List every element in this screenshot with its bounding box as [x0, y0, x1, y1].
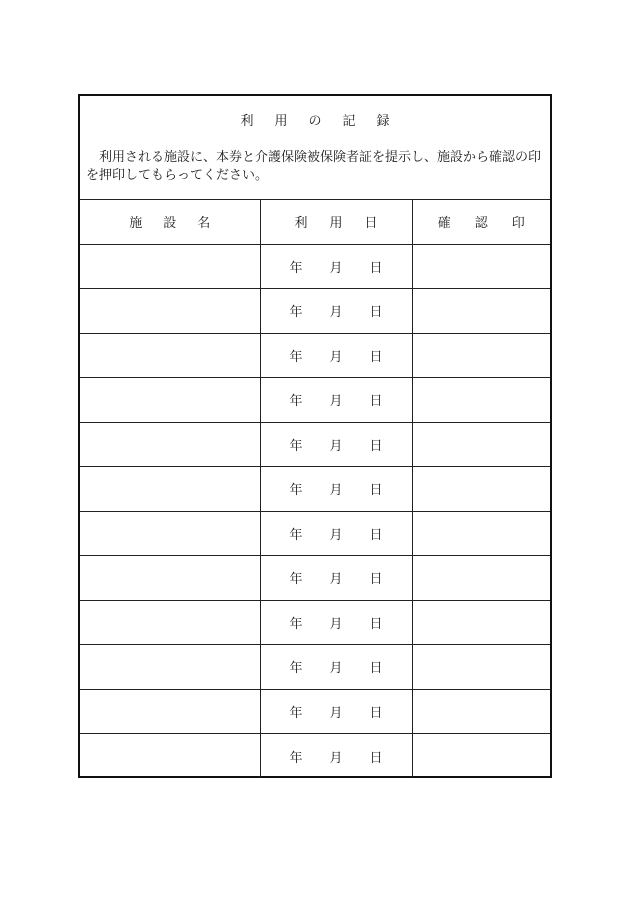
- column-header-date: 利用日: [260, 200, 412, 244]
- date-unit-year: 年: [289, 750, 303, 766]
- table-row: [80, 244, 550, 289]
- confirmation-seal-cell[interactable]: [412, 244, 550, 289]
- date-unit-month: 月: [329, 260, 343, 276]
- date-unit-month: 月: [329, 572, 343, 588]
- usage-date-cell[interactable]: [260, 289, 412, 334]
- date-unit-year: 年: [289, 483, 303, 499]
- date-unit-month: 月: [329, 661, 343, 677]
- date-unit-month: 月: [329, 616, 343, 632]
- table-row: [80, 422, 550, 467]
- table-row: [80, 467, 550, 512]
- table-row: [80, 289, 550, 334]
- usage-date-cell[interactable]: [260, 689, 412, 734]
- date-unit-month: 月: [329, 438, 343, 454]
- date-unit-day: 日: [369, 394, 383, 410]
- facility-name-cell[interactable]: [80, 689, 260, 734]
- usage-date-cell[interactable]: [260, 333, 412, 378]
- usage-date-cell[interactable]: [260, 734, 412, 779]
- facility-name-cell[interactable]: [80, 333, 260, 378]
- date-unit-day: 日: [369, 661, 383, 677]
- date-unit-day: 日: [369, 438, 383, 454]
- column-header-facility: 施設名: [80, 200, 260, 244]
- confirmation-seal-cell[interactable]: [412, 645, 550, 690]
- date-unit-day: 日: [369, 572, 383, 588]
- date-unit-day: 日: [369, 260, 383, 276]
- confirmation-seal-cell[interactable]: [412, 289, 550, 334]
- table-row: [80, 689, 550, 734]
- facility-name-cell[interactable]: [80, 378, 260, 423]
- confirmation-seal-cell[interactable]: [412, 467, 550, 512]
- facility-name-cell[interactable]: [80, 422, 260, 467]
- usage-date-cell[interactable]: [260, 600, 412, 645]
- table-row: [80, 734, 550, 779]
- date-unit-year: 年: [289, 705, 303, 721]
- confirmation-seal-cell[interactable]: [412, 600, 550, 645]
- date-unit-month: 月: [329, 394, 343, 410]
- date-unit-year: 年: [289, 661, 303, 677]
- usage-record-table: [80, 200, 550, 778]
- date-unit-month: 月: [329, 349, 343, 365]
- date-unit-day: 日: [369, 616, 383, 632]
- table-row: [80, 645, 550, 690]
- date-unit-year: 年: [289, 394, 303, 410]
- facility-name-cell[interactable]: [80, 244, 260, 289]
- confirmation-seal-cell[interactable]: [412, 511, 550, 556]
- facility-name-cell[interactable]: [80, 600, 260, 645]
- usage-record-form: [78, 94, 552, 778]
- record-rows: [80, 244, 550, 778]
- date-unit-year: 年: [289, 572, 303, 588]
- usage-date-cell[interactable]: [260, 645, 412, 690]
- facility-name-cell[interactable]: [80, 734, 260, 779]
- date-unit-year: 年: [289, 260, 303, 276]
- date-unit-day: 日: [369, 705, 383, 721]
- form-title: 利用の記録: [240, 114, 411, 129]
- usage-date-cell[interactable]: [260, 244, 412, 289]
- facility-name-cell[interactable]: [80, 467, 260, 512]
- date-unit-month: 月: [329, 705, 343, 721]
- date-unit-day: 日: [369, 527, 383, 543]
- facility-name-cell[interactable]: [80, 645, 260, 690]
- confirmation-seal-cell[interactable]: [412, 378, 550, 423]
- date-unit-month: 月: [329, 305, 343, 321]
- date-unit-day: 日: [369, 305, 383, 321]
- column-header-seal: 確認印: [412, 200, 550, 244]
- usage-date-cell[interactable]: [260, 556, 412, 601]
- date-unit-year: 年: [289, 527, 303, 543]
- table-header-row: [80, 200, 550, 244]
- date-unit-month: 月: [329, 483, 343, 499]
- usage-date-cell[interactable]: [260, 467, 412, 512]
- table-row: [80, 333, 550, 378]
- facility-name-cell[interactable]: [80, 511, 260, 556]
- date-unit-day: 日: [369, 483, 383, 499]
- facility-name-cell[interactable]: [80, 289, 260, 334]
- table-row: [80, 378, 550, 423]
- date-unit-day: 日: [369, 349, 383, 365]
- usage-date-cell[interactable]: [260, 422, 412, 467]
- confirmation-seal-cell[interactable]: [412, 689, 550, 734]
- date-unit-year: 年: [289, 438, 303, 454]
- date-unit-day: 日: [369, 750, 383, 766]
- usage-date-cell[interactable]: [260, 511, 412, 556]
- date-unit-year: 年: [289, 616, 303, 632]
- table-row: [80, 556, 550, 601]
- facility-name-cell[interactable]: [80, 556, 260, 601]
- form-header: [80, 96, 550, 200]
- date-unit-year: 年: [289, 305, 303, 321]
- confirmation-seal-cell[interactable]: [412, 422, 550, 467]
- date-unit-month: 月: [329, 750, 343, 766]
- table-row: [80, 511, 550, 556]
- form-instructions: 利用される施設に、本券と介護保険被保険者証を提示し、施設から確認の印を押印してもらってください。: [86, 150, 542, 183]
- confirmation-seal-cell[interactable]: [412, 333, 550, 378]
- date-unit-year: 年: [289, 349, 303, 365]
- usage-date-cell[interactable]: [260, 378, 412, 423]
- confirmation-seal-cell[interactable]: [412, 556, 550, 601]
- confirmation-seal-cell[interactable]: [412, 734, 550, 779]
- table-row: [80, 600, 550, 645]
- date-unit-month: 月: [329, 527, 343, 543]
